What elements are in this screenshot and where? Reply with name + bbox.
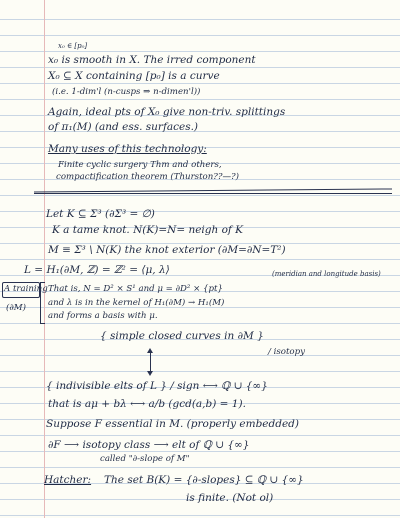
- note-line-17: { simple closed curves in ∂M }: [100, 330, 264, 342]
- note-line-17b: / isotopy: [268, 347, 305, 357]
- note-line-18: { indivisible elts of L } / sign ⟷ ℚ ∪ {∞}: [46, 380, 268, 392]
- note-line-13: L = H₁(∂M, ℤ) = ℤ² = ⟨μ, λ⟩: [24, 264, 170, 276]
- bracket: [40, 282, 45, 324]
- note-line-15: and λ is in the kernel of H₁(∂M) → H₁(M): [48, 298, 225, 308]
- note-line-16: and forms a basis with μ.: [48, 311, 158, 321]
- note-line-11: K a tame knot. N(K)=N= neigh of K: [52, 224, 243, 236]
- note-line-21b: called "∂-slope of M": [100, 454, 190, 464]
- note-line-22: The set B(K) = {∂-slopes} ⊆ ℚ ∪ {∞}: [104, 474, 304, 486]
- separator-1: [34, 188, 392, 192]
- note-line-4: (i.e. 1-dim'l (n-cusps ⇒ n-dimen'l)): [52, 87, 201, 97]
- separator-1b: [34, 193, 392, 194]
- note-line-5: Again, ideal pts of X₀ give non-triv. splittings: [48, 106, 286, 118]
- note-line-10: Let K ⊆ Σ³ (∂Σ³ = ∅): [46, 208, 155, 220]
- note-hatcher-label: Hatcher:: [44, 474, 92, 486]
- bijection-arrow: [150, 352, 151, 372]
- note-line-6: of π₁(M) (and ess. surfaces.): [48, 121, 199, 133]
- note-line-13b: (meridian and longitude basis): [272, 270, 381, 278]
- note-line-19: that is aμ + bλ ⟷ a/b (gcd(a,b) = 1).: [48, 398, 246, 410]
- note-line-9: compactification theorem (Thurston??—?): [56, 172, 240, 182]
- margin-annotation-2: (∂M): [6, 303, 26, 313]
- note-line-3: X₀ ⊆ X containing [p₀] is a curve: [48, 70, 220, 82]
- note-line-1: x₀ ∈ [p₀]: [58, 42, 88, 50]
- margin-line: [44, 0, 45, 518]
- note-line-14: That is, N = D² × S¹ and μ = ∂D² × {pt}: [48, 284, 223, 294]
- note-line-12: M ≡ Σ³ \ N(K) the knot exterior (∂M=∂N=T²): [48, 244, 286, 256]
- note-line-2: x₀ is smooth in X. The irred component: [48, 54, 256, 66]
- note-line-23: is finite. (Not ol): [186, 492, 274, 504]
- note-heading-uses: Many uses of this technology:: [48, 143, 207, 155]
- note-line-8: Finite cyclic surgery Thm and others,: [58, 160, 222, 170]
- note-line-21: ∂F ⟶ isotopy class ⟶ elt of ℚ ∪ {∞}: [48, 439, 250, 451]
- note-line-20: Suppose F essential in M. (properly embedded): [46, 418, 299, 430]
- margin-annotation-1: A training: [4, 284, 48, 294]
